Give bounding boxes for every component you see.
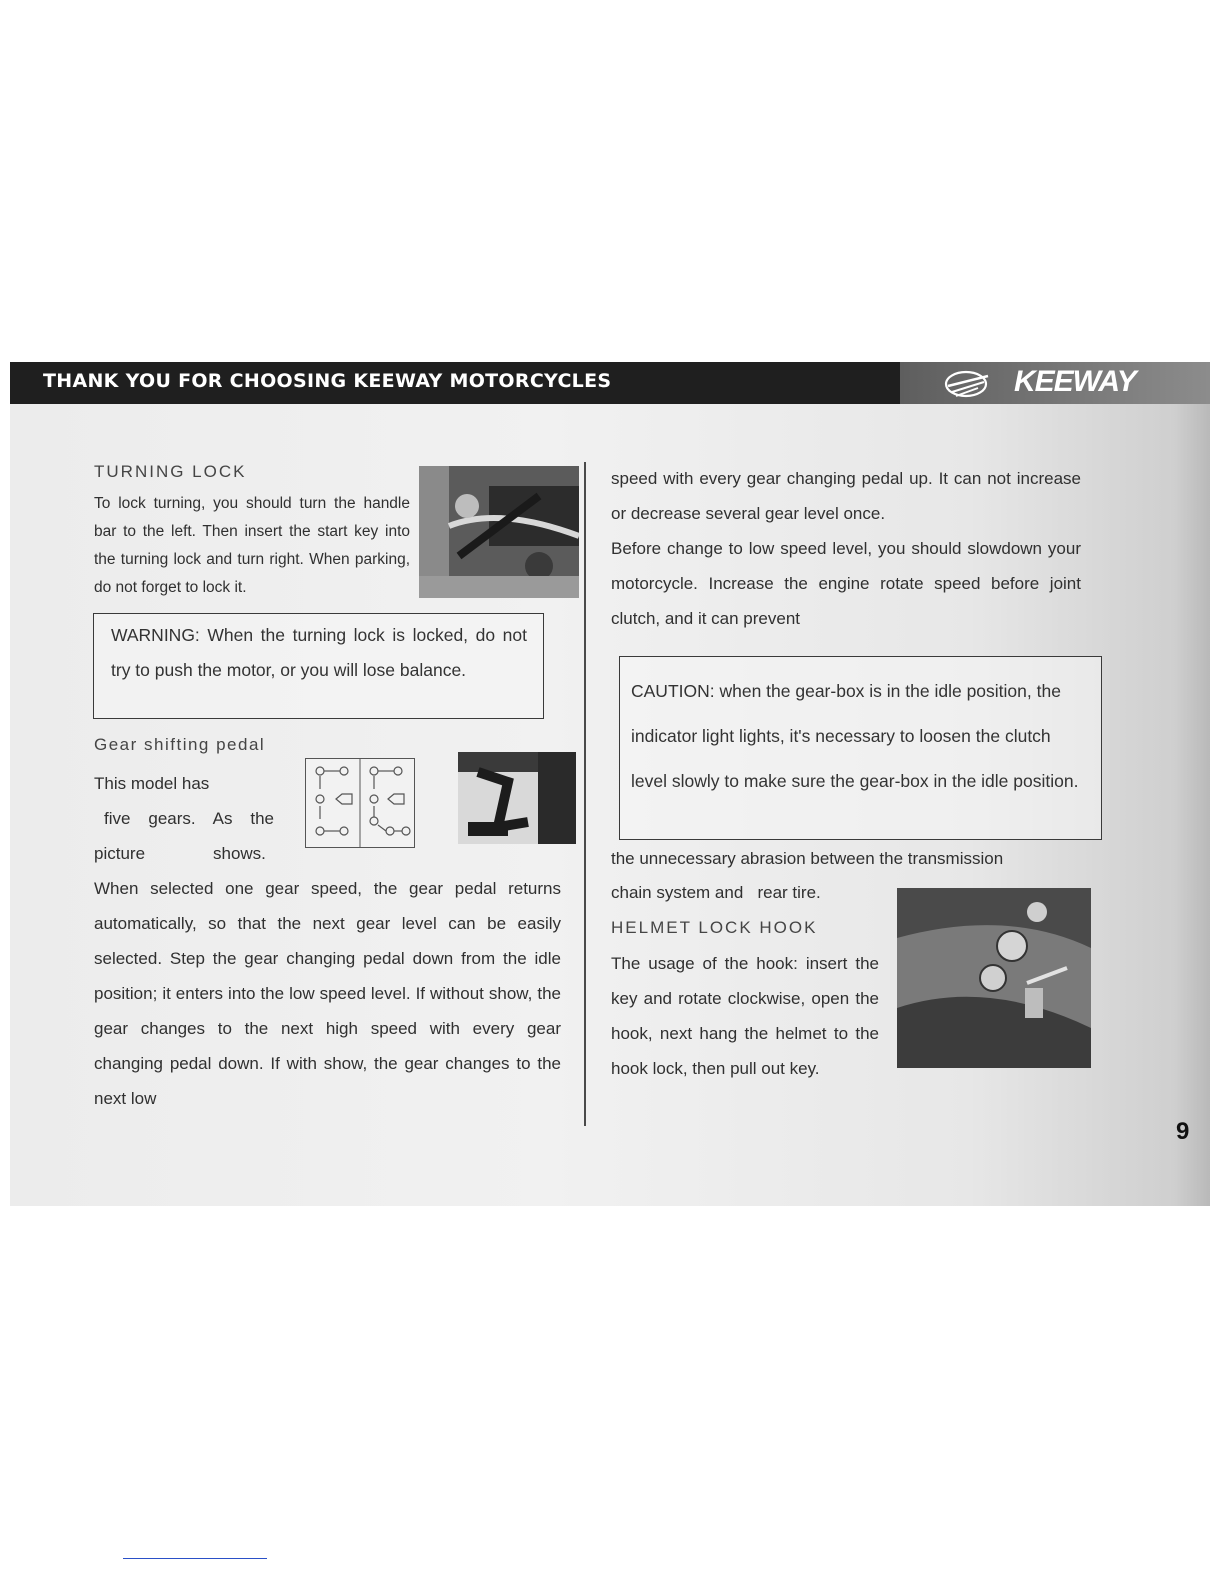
helmet-hook-title: HELMET LOCK HOOK [611,918,818,937]
header-title: THANK YOU FOR CHOOSING KEEWAY MOTORCYCLES [43,370,612,392]
turning-lock-body: To lock turning, you should turn the handle bar to the left. Then insert the start key into the turning lock and turn right. When parking, do not forget to lock it. [94,495,410,596]
gear-pedal-body: When selected one gear speed, the gear pedal returns automatically, so that the next gear level can be easily selected. Step the gear changing pedal down from the idle position; it enters into the low speed level. If without show, the gear changes to the next high speed with every gear changing pedal down. If with show, the gear changes to the next low [94,879,561,1108]
gear-pedal-line1: This model has [94,774,210,793]
warning-text: WARNING: When the turning lock is locked, do not try to push the motor, or you will lose balance. [111,625,527,680]
gear-continued-text: speed with every gear changing pedal up. It can not increase or decrease several gear level once. [611,469,1081,523]
helmet-hook-photo [897,888,1091,1068]
brand-name: KEEWAY [1014,365,1136,398]
chain-system-text: chain system and rear tire. [611,883,821,902]
gear-shift-pattern-graphic [306,759,414,847]
gear-shift-pattern-diagram [305,758,415,848]
turning-lock-title: TURNING LOCK [94,462,247,481]
gear-pedal-photo [458,752,576,844]
before-change-text: Before change to low speed level, you should slowdown your motorcycle. Increase the engine rotate speed before joint clutch, and it can prevent [611,539,1081,628]
page-number: 9 [1176,1118,1190,1145]
gear-pedal-photo-graphic [458,752,576,844]
gear-pedal-line2: five gears. As the [104,809,274,828]
gear-pedal-line3a: picture [94,844,146,863]
helmet-hook-photo-graphic [897,888,1091,1068]
page-header [10,362,1210,404]
handlebar-lock-photo [419,466,579,598]
brand-block [900,362,1210,404]
caution-box [619,656,1102,840]
keeway-emblem-icon [938,368,998,400]
manual-page [10,362,1210,1206]
helmet-hook-body: The usage of the hook: insert the key and rotate clockwise, open the hook, next hang the helmet to the hook lock, then pull out key. [611,954,879,1078]
gear-pedal-title: Gear shifting pedal [94,735,266,754]
gear-pedal-line3b: shows. [213,844,266,863]
handlebar-lock-photo-graphic [419,466,579,598]
after-caution-text: the unnecessary abrasion between the transmission [611,849,1004,868]
footer-link-underline [123,1558,267,1559]
column-divider [584,462,586,1126]
caution-text: CAUTION: when the gear-box is in the idle position, the indicator light lights, it's necessary to loosen the clutch level slowly to make sure the gear-box in the idle position. [631,681,1079,791]
warning-box [93,613,544,719]
